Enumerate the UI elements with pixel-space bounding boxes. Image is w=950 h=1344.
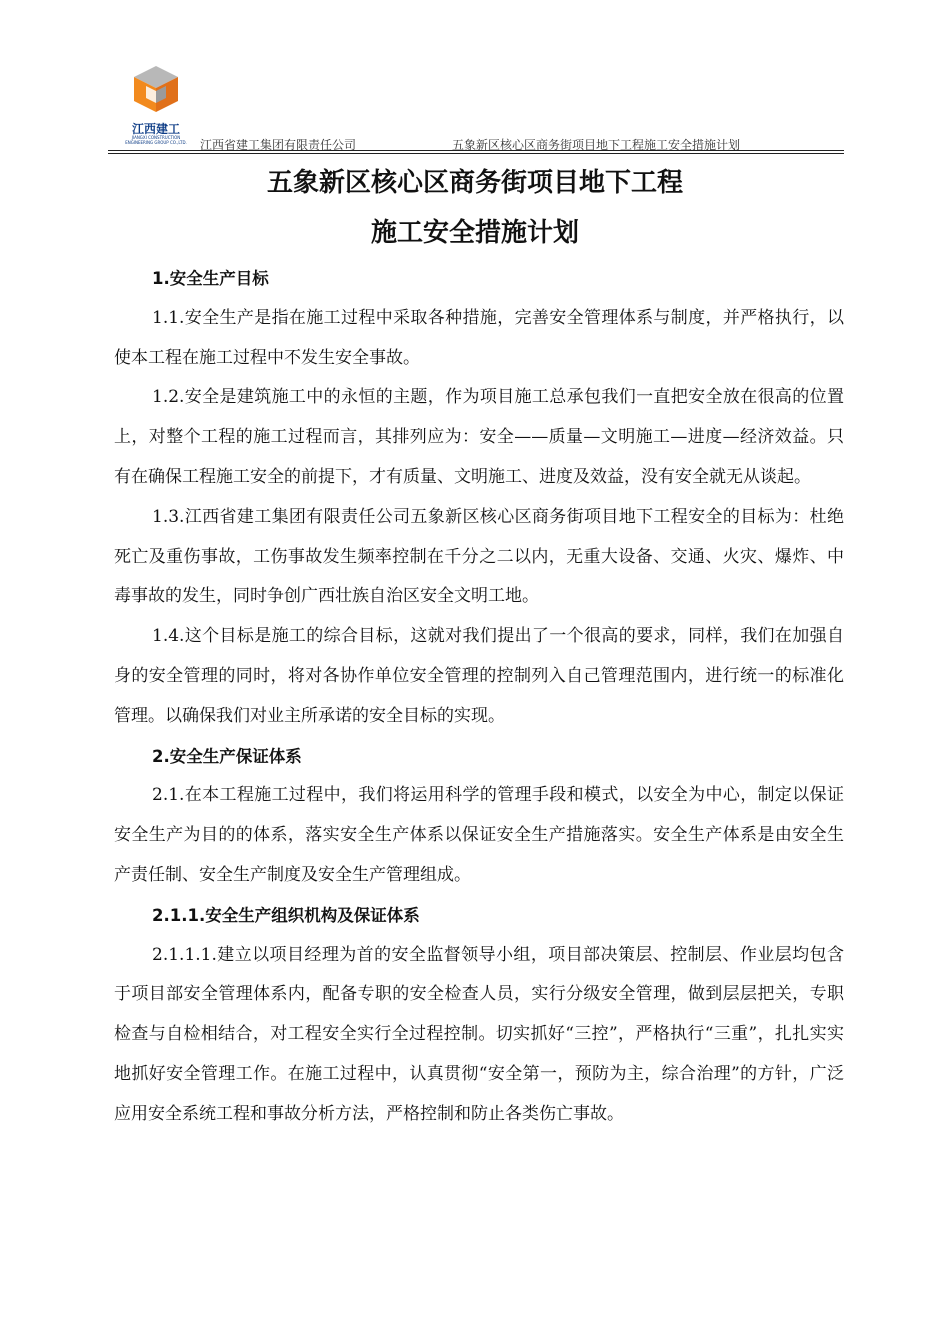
- section-heading: 2.安全生产保证体系: [152, 746, 302, 766]
- logo-text: 江西建工: [131, 122, 180, 136]
- paragraph: 2.1.1.1.建立以项目经理为首的安全监督领导小组，项目部决策层、控制层、作业层均包含于项目部安全管理体系内，配备专职的安全检查人员，实行分级安全管理，做到层层把关，专职检查与自检相结合，对工程安全实行全过程控制。切实抓好“三控”，严格执行“三重”，扎扎实实地抓好安全管理工作。在施工过程中，认真贯彻“安全第一，预防为主，综合治理”的方针，广泛应用安全系统工程和事故分析方法，严格控制和防止各类伤亡事故。: [114, 944, 844, 1124]
- header-rule-thin: [108, 153, 844, 154]
- paragraph: 1.2.安全是建筑施工中的永恒的主题，作为项目施工总承包我们一直把安全放在很高的位置上，对整个工程的施工过程而言，其排列应为：安全——质量—文明施工—进度—经济效益。只有在确保工程施工安全的前提下，才有质量、文明施工、进度及效益，没有安全就无从谈起。: [114, 387, 844, 487]
- paragraph: 1.4.这个目标是施工的综合目标，这就对我们提出了一个很高的要求，同样，我们在加强自身的安全管理的同时，将对各协作单位安全管理的控制列入自己管理范围内，进行统一的标准化管理。以确保我们对业主所承诺的安全目标的实现。: [114, 626, 844, 726]
- document-title-line1: 五象新区核心区商务街项目地下工程: [266, 168, 683, 198]
- section-heading: 1.安全生产目标: [152, 269, 269, 288]
- header-rule: [108, 150, 844, 151]
- page-header: [108, 62, 844, 154]
- document-title-line2: 施工安全措施计划: [370, 218, 579, 248]
- logo-subtext: JIANGXI CONSTRUCTION ENGINEERING GROUP CO.,LTD.: [125, 135, 187, 145]
- paragraph: 1.3.江西省建工集团有限责任公司五象新区核心区商务街项目地下工程安全的目标为：杜绝死亡及重伤事故，工伤事故发生频率控制在千分之二以内，无重大设备、交通、火灾、爆炸、中毒事故的发生，同时争创广西壮族自治区安全文明工地。: [114, 506, 844, 607]
- document-body: [114, 259, 844, 1135]
- logo-cube-icon: [118, 62, 194, 120]
- paragraph: 1.1.安全生产是指在施工过程中采取各种措施，完善安全管理体系与制度，并严格执行，以使本工程在施工过程中不发生安全事故。: [114, 307, 844, 368]
- header-company: 江西省建工集团有限责任公司: [200, 138, 357, 152]
- paragraph: 2.1.在本工程施工过程中，我们将运用科学的管理手段和模式，以安全为中心，制定以保证安全生产为目的的体系，落实安全生产体系以保证安全生产措施落实。安全生产体系是由安全生产责任制、安全生产制度及安全生产管理组成。: [114, 785, 844, 885]
- header-document-title: 五象新区核心区商务街项目地下工程施工安全措施计划: [452, 138, 741, 152]
- subsection-heading: 2.1.1.安全生产组织机构及保证体系: [152, 905, 420, 925]
- company-logo: [118, 62, 194, 148]
